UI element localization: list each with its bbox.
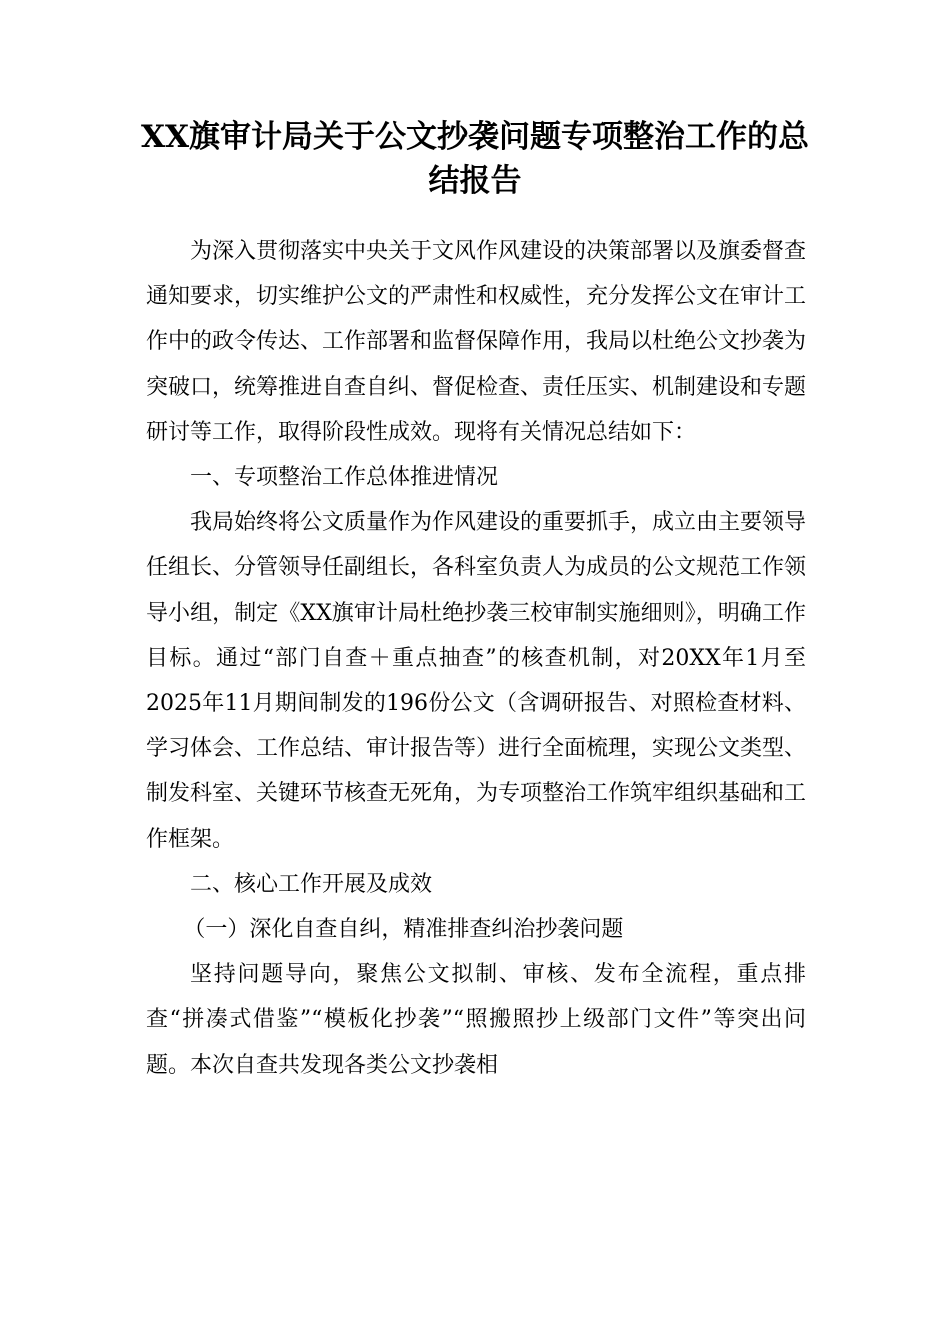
section-1-paragraph: 我局始终将公文质量作为作风建设的重要抓手，成立由主要领导任组长、分管领导任副组长，各科室负责人为成员的公文规范工作领导小组，制定《XX旗审计局杜绝抄袭三校审制实施细则》，明确工作目标。通过“部门自查＋重点抽查”的核查机制，对20XX年1月至2025年11月期间制发的196份公文（含调研报告、对照检查材料、学习体会、工作总结、审计报告等）进行全面梳理，实现公文类型、制发科室、关键环节核查无死角，为专项整治工作筑牢组织基础和工作框架。 xyxy=(146,510,807,852)
intro-paragraph: 为深入贯彻落实中央关于文风作风建设的决策部署以及旗委督查通知要求，切实维护公文的严肃性和权威性，充分发挥公文在审计工作中的政令传达、工作部署和监督保障作用，我局以杜绝公文抄袭为突破口，统筹推进自查自纠、督促检查、责任压实、机制建设和专题研讨等工作，取得阶段性成效。现将有关情况总结如下： xyxy=(146,239,807,445)
section-heading-1: 一、专项整治工作总体推进情况 xyxy=(190,465,499,491)
document-title: XX旗审计局关于公文抄袭问题专项整治工作的总结报告 xyxy=(140,119,810,199)
subsection-heading-1: （一）深化自查自纠，精准排查纠治抄袭问题 xyxy=(183,917,624,943)
document-body xyxy=(146,229,806,1088)
section-2-1-paragraph: 坚持问题导向，聚焦公文拟制、审核、发布全流程，重点排查“拼凑式借鉴”“模板化抄袭”“照搬照抄上级部门文件”等突出问题。本次自查共发现各类公文抄袭相 xyxy=(146,962,806,1078)
section-heading-2: 二、核心工作开展及成效 xyxy=(190,871,433,897)
